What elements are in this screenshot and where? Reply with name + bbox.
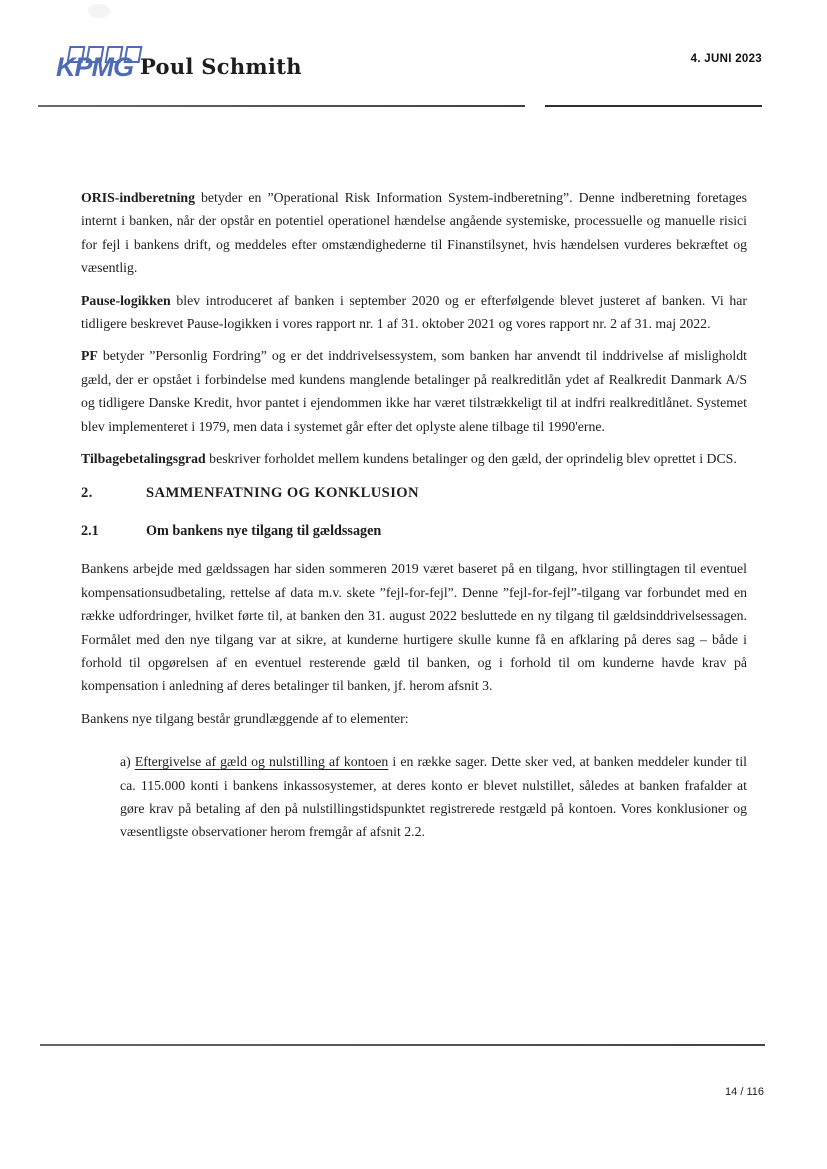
page-number: 14 / 116 [725, 1086, 764, 1098]
poul-schmith-logo: Poul Schmith [140, 54, 302, 79]
definition-term: Tilbagebetalingsgrad [81, 451, 206, 467]
section-number: 2. [81, 485, 93, 502]
definition-paragraph [81, 186, 747, 280]
kpmg-logo-text: KPMG [56, 52, 133, 82]
definition-text: blev introduceret af banken i september 2020 og er efterfølgende blevet justeret af banken. Vi har tidligere beskrevet Pause-logikken i vores rapport nr. 1 af 31. oktober 2021 og vores rapport nr. 2 af 31. maj 2022. [81, 292, 747, 332]
body-paragraph: Bankens arbejde med gældssagen har siden sommeren 2019 været baseret på en tilgang, hvor stillingtagen til eventuel kompensationsudbetaling, rettelse af data m.v. skete ”fejl-for-fejl”. Denne ”fejl-for-fejl”-tilgang var forbundet med en række udfordringer, hvilket førte til, at banken den 31. august 2022 besluttede en ny tilgang til gældsinddrivelsessagen. Formålet med den nye tilgang var at sikre, at kunderne hurtigere skulle kunne få en afklaring på deres sag – både i forhold til opgørelsen af en eventuel resterende gæld til banken, og i forhold til om kunderne havde krav på kompensation i anledning af deres betalinger til banken, jf. herom afsnit 3. [81, 561, 747, 694]
list-item-a-underlined: Eftergivelse af gæld og nulstilling af kontoen [134, 754, 389, 770]
definition-paragraph [81, 447, 747, 470]
header-divider-left [38, 105, 525, 107]
scan-artifact [88, 4, 110, 18]
subsection-title: Om bankens nye tilgang til gældssagen [146, 522, 382, 539]
subsection-number: 2.1 [81, 522, 99, 539]
body-paragraph: Bankens nye tilgang består grundlæggende af to elementer: [81, 710, 409, 726]
definition-text: betyder ”Personlig Fordring” og er det inddrivelsessystem, som banken har anvendt til inddrivelse af misligholdt gæld, der er opstået i forbindelse med kundens manglende betalinger på realkreditlån ydet af Realkredit Danmark A/S og tidligere Danske Kredit, hvor pantet i ejendommen ikke har været tilstrækkeligt til at indfri realkreditlånet. Systemet blev implementeret i 1979, men data i systemet går efter det oplyste alene tilbage til 1990'erne. [81, 348, 747, 434]
definition-term: PF [81, 348, 98, 364]
header-divider-right [545, 105, 762, 107]
list-item-a-text: i en række sager. Dette sker ved, at banken meddeler kunder til ca. 115.000 konti i bankens inkassosystemer, at deres konto er blevet nulstillet, således at banken frafalder at gøre krav på betaling af den på nulstillingstidspunktet registrerede restgæld på kontoen. Vores konklusioner og væsentligste observationer herom fremgår af afsnit 2.2. [120, 754, 748, 840]
definition-paragraph [81, 289, 747, 336]
kpmg-logo [56, 46, 142, 96]
definition-paragraph [81, 344, 747, 438]
subsection-heading [81, 520, 747, 543]
footer-divider [40, 1044, 765, 1046]
list-item-a [120, 750, 747, 844]
document-date: 4. JUNI 2023 [690, 53, 762, 65]
definition-term: Pause-logikken [81, 292, 171, 308]
definition-term: ORIS-indberetning [81, 190, 195, 205]
section-heading [81, 482, 747, 505]
page-content [81, 186, 747, 844]
list-item-a-prefix: a) [120, 754, 135, 770]
section-title: SAMMENFATNING OG KONKLUSION [146, 485, 419, 502]
definition-text: beskriver forholdet mellem kundens betalinger og den gæld, der oprindelig blev oprettet i DCS. [205, 451, 737, 467]
kpmg-logo-boxes-icon [68, 46, 142, 63]
definition-text: betyder en ”Operational Risk Information System-indberetning”. Denne indberetning foretages internt i banken, når der opstår en potentiel operationel hændelse angående systemiske, processuelle og manuelle risici for fejl i bankens drift, og meddeles efter omstændighederne til Finanstilsynet, hvis hændelsen vurderes bekræftet og væsentlig. [81, 190, 747, 276]
